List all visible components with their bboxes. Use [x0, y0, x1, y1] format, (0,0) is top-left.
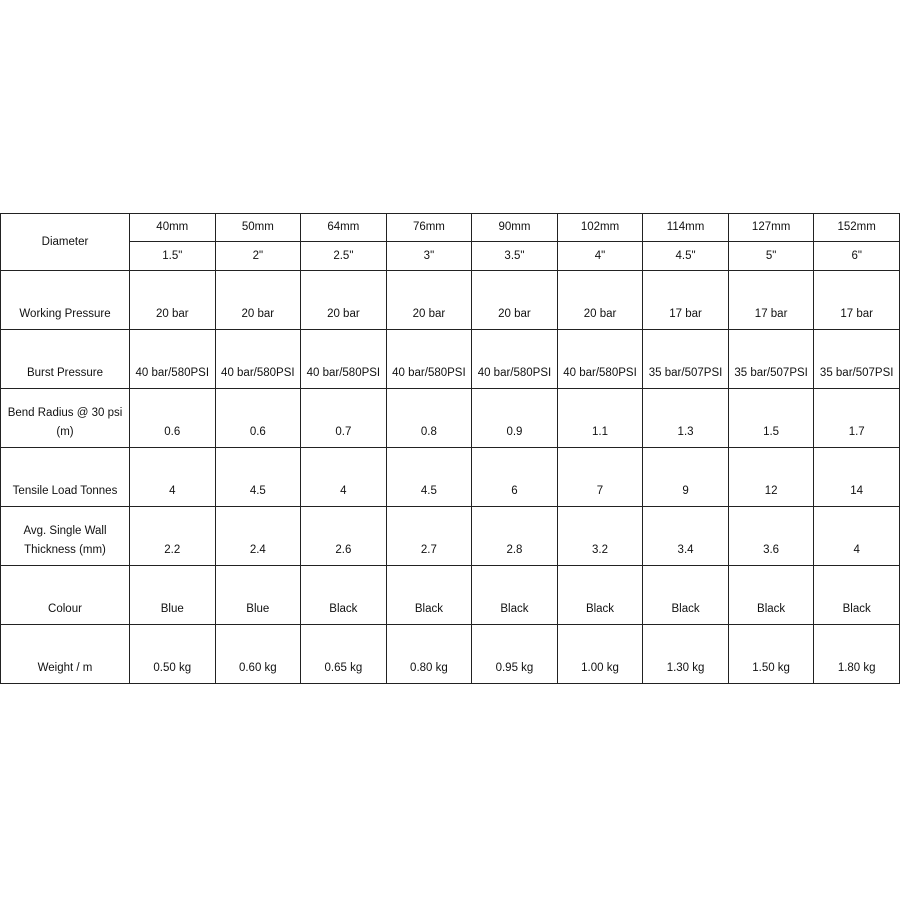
diameter-inch-cell: 5" — [728, 242, 814, 271]
tensile-load-label: Tensile Load Tonnes — [1, 448, 130, 507]
colour-cell: Blue — [215, 566, 301, 625]
colour-cell: Black — [472, 566, 558, 625]
weight-row — [1, 625, 900, 684]
diameter-mm-cell: 90mm — [472, 214, 558, 242]
working-pressure-cell: 20 bar — [472, 271, 558, 330]
bend-radius-cell: 1.3 — [643, 389, 729, 448]
wall-thickness-cell: 2.4 — [215, 507, 301, 566]
working-pressure-cell: 17 bar — [728, 271, 814, 330]
diameter-inch-cell: 4" — [557, 242, 643, 271]
bend-radius-cell: 1.5 — [728, 389, 814, 448]
weight-cell: 0.60 kg — [215, 625, 301, 684]
weight-cell: 0.65 kg — [301, 625, 387, 684]
colour-cell: Black — [814, 566, 900, 625]
diameter-inch-cell: 1.5" — [130, 242, 216, 271]
wall-thickness-cell: 3.6 — [728, 507, 814, 566]
tensile-load-cell: 6 — [472, 448, 558, 507]
working-pressure-cell: 20 bar — [130, 271, 216, 330]
diameter-mm-cell: 127mm — [728, 214, 814, 242]
bend-radius-label: Bend Radius @ 30 psi (m) — [1, 389, 130, 448]
tensile-load-row — [1, 448, 900, 507]
diameter-mm-cell: 76mm — [386, 214, 472, 242]
weight-cell: 0.80 kg — [386, 625, 472, 684]
bend-radius-row — [1, 389, 900, 448]
working-pressure-cell: 17 bar — [643, 271, 729, 330]
diameter-inch-cell: 3" — [386, 242, 472, 271]
bend-radius-cell: 0.6 — [130, 389, 216, 448]
working-pressure-cell: 20 bar — [215, 271, 301, 330]
burst-pressure-cell: 35 bar/507PSI — [643, 330, 729, 389]
burst-pressure-cell: 40 bar/580PSI — [472, 330, 558, 389]
colour-cell: Black — [386, 566, 472, 625]
wall-thickness-cell: 2.2 — [130, 507, 216, 566]
working-pressure-cell: 17 bar — [814, 271, 900, 330]
colour-cell: Black — [557, 566, 643, 625]
colour-cell: Black — [301, 566, 387, 625]
tensile-load-cell: 4.5 — [215, 448, 301, 507]
diameter-mm-cell: 114mm — [643, 214, 729, 242]
colour-label: Colour — [1, 566, 130, 625]
burst-pressure-row — [1, 330, 900, 389]
tensile-load-cell: 12 — [728, 448, 814, 507]
diameter-inch-cell: 6" — [814, 242, 900, 271]
colour-cell: Black — [728, 566, 814, 625]
diameter-mm-cell: 40mm — [130, 214, 216, 242]
diameter-mm-cell: 102mm — [557, 214, 643, 242]
wall-thickness-row — [1, 507, 900, 566]
working-pressure-cell: 20 bar — [557, 271, 643, 330]
burst-pressure-cell: 35 bar/507PSI — [814, 330, 900, 389]
diameter-mm-cell: 50mm — [215, 214, 301, 242]
tensile-load-cell: 4 — [301, 448, 387, 507]
weight-cell: 1.00 kg — [557, 625, 643, 684]
weight-cell: 1.50 kg — [728, 625, 814, 684]
tensile-load-cell: 4.5 — [386, 448, 472, 507]
colour-cell: Blue — [130, 566, 216, 625]
weight-label: Weight / m — [1, 625, 130, 684]
wall-thickness-label: Avg. Single Wall Thickness (mm) — [1, 507, 130, 566]
weight-cell: 1.30 kg — [643, 625, 729, 684]
tensile-load-cell: 4 — [130, 448, 216, 507]
burst-pressure-cell: 40 bar/580PSI — [301, 330, 387, 389]
working-pressure-label: Working Pressure — [1, 271, 130, 330]
wall-thickness-cell: 3.4 — [643, 507, 729, 566]
bend-radius-cell: 0.7 — [301, 389, 387, 448]
diameter-inch-row — [1, 242, 900, 271]
wall-thickness-cell: 2.8 — [472, 507, 558, 566]
wall-thickness-cell: 2.6 — [301, 507, 387, 566]
wall-thickness-cell: 3.2 — [557, 507, 643, 566]
bend-radius-cell: 0.9 — [472, 389, 558, 448]
tensile-load-cell: 9 — [643, 448, 729, 507]
bend-radius-cell: 1.1 — [557, 389, 643, 448]
diameter-label: Diameter — [1, 214, 130, 271]
working-pressure-row — [1, 271, 900, 330]
tensile-load-cell: 14 — [814, 448, 900, 507]
diameter-inch-cell: 4.5" — [643, 242, 729, 271]
hose-specification-table — [0, 213, 900, 684]
bend-radius-cell: 0.6 — [215, 389, 301, 448]
weight-cell: 0.95 kg — [472, 625, 558, 684]
wall-thickness-cell: 4 — [814, 507, 900, 566]
colour-row — [1, 566, 900, 625]
diameter-mm-row — [1, 214, 900, 242]
burst-pressure-cell: 40 bar/580PSI — [386, 330, 472, 389]
diameter-mm-cell: 64mm — [301, 214, 387, 242]
working-pressure-cell: 20 bar — [386, 271, 472, 330]
burst-pressure-label: Burst Pressure — [1, 330, 130, 389]
burst-pressure-cell: 35 bar/507PSI — [728, 330, 814, 389]
tensile-load-cell: 7 — [557, 448, 643, 507]
diameter-inch-cell: 2.5" — [301, 242, 387, 271]
weight-cell: 1.80 kg — [814, 625, 900, 684]
burst-pressure-cell: 40 bar/580PSI — [215, 330, 301, 389]
working-pressure-cell: 20 bar — [301, 271, 387, 330]
diameter-inch-cell: 2" — [215, 242, 301, 271]
bend-radius-cell: 1.7 — [814, 389, 900, 448]
burst-pressure-cell: 40 bar/580PSI — [557, 330, 643, 389]
burst-pressure-cell: 40 bar/580PSI — [130, 330, 216, 389]
diameter-mm-cell: 152mm — [814, 214, 900, 242]
colour-cell: Black — [643, 566, 729, 625]
weight-cell: 0.50 kg — [130, 625, 216, 684]
bend-radius-cell: 0.8 — [386, 389, 472, 448]
diameter-inch-cell: 3.5" — [472, 242, 558, 271]
wall-thickness-cell: 2.7 — [386, 507, 472, 566]
